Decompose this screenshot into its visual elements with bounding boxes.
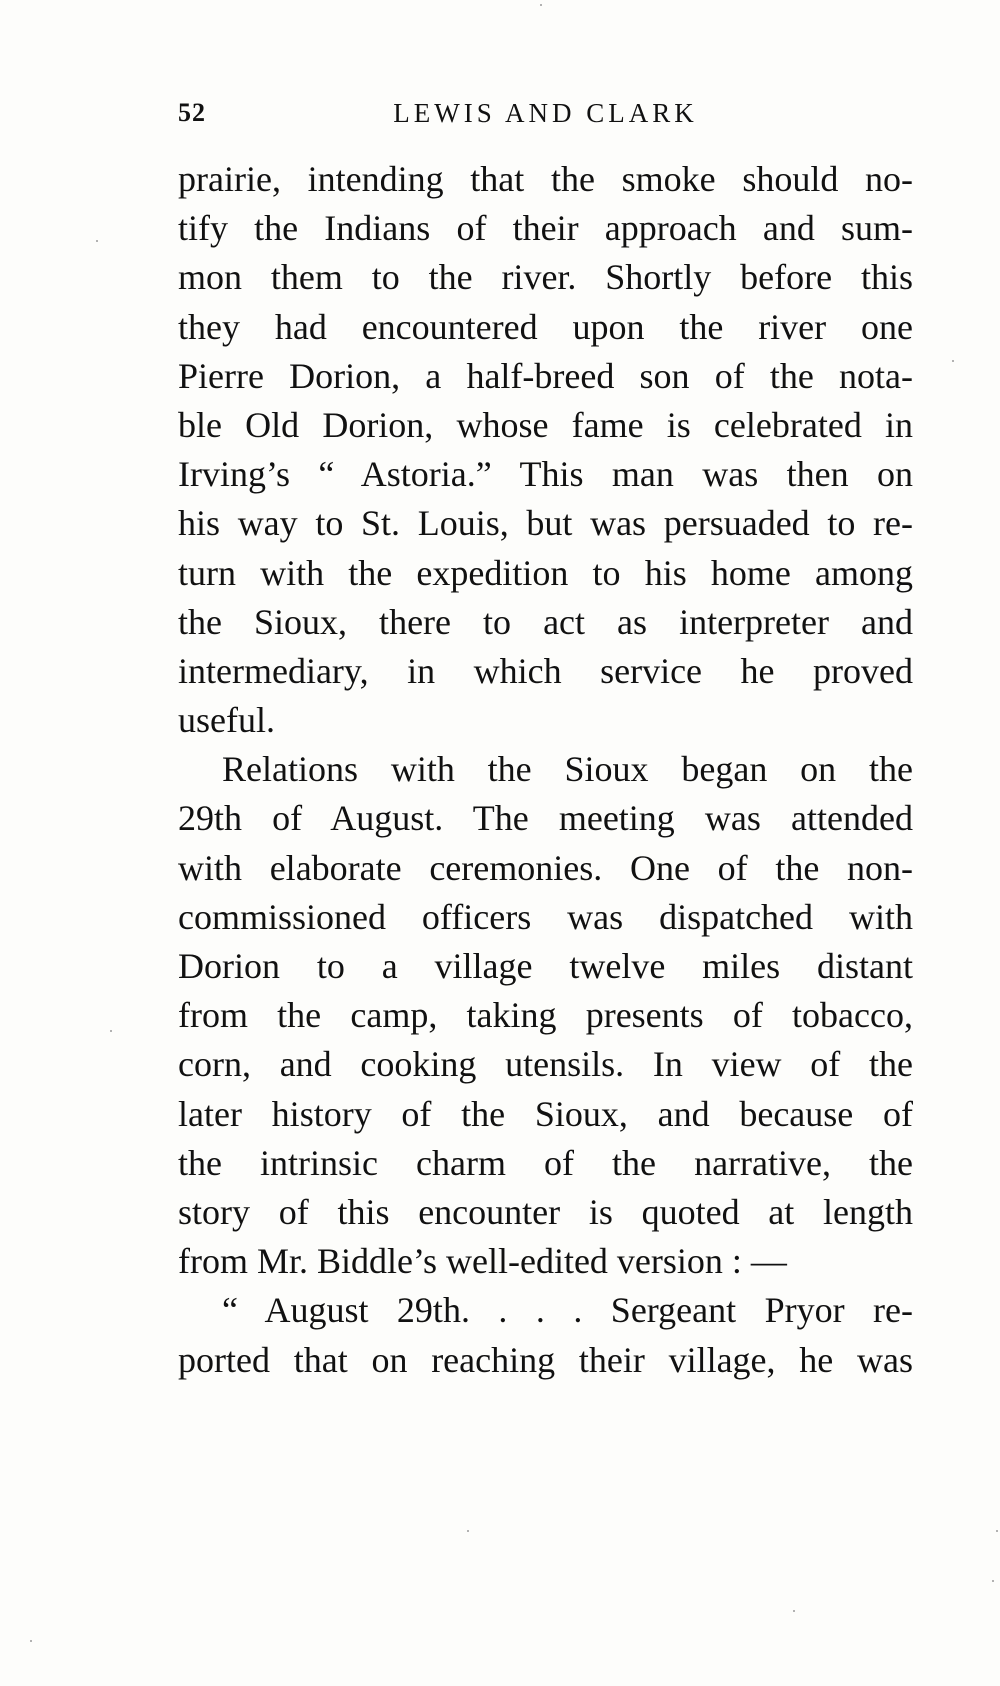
body-text bbox=[178, 155, 913, 1385]
text-line: turn with the expedition to his home among bbox=[178, 552, 913, 593]
text-line: Irving’s “ Astoria.” This man was then on bbox=[178, 454, 913, 495]
scan-speck bbox=[467, 1530, 469, 1532]
text-line: mon them to the river. Shortly before this bbox=[178, 257, 913, 298]
text-line: intermediary, in which service he proved bbox=[178, 650, 913, 691]
paragraph-1 bbox=[178, 155, 913, 745]
page-header bbox=[178, 98, 913, 138]
text-line: from the camp, taking presents of tobacco, bbox=[178, 995, 913, 1036]
scan-speck bbox=[540, 4, 542, 6]
scan-speck bbox=[110, 1030, 112, 1032]
text-line: corn, and cooking utensils. In view of the bbox=[178, 1044, 913, 1085]
scan-speck bbox=[996, 1530, 998, 1532]
text-line: “ August 29th. . . . Sergeant Pryor re- bbox=[222, 1290, 913, 1331]
text-line: ported that on reaching their village, he was bbox=[178, 1339, 913, 1380]
text-line: Dorion to a village twelve miles distant bbox=[178, 946, 913, 986]
text-line: Pierre Dorion, a half-breed son of the nota- bbox=[178, 355, 913, 396]
text-line: tify the Indians of their approach and sum- bbox=[178, 208, 913, 249]
text-line: prairie, intending that the smoke should no- bbox=[178, 159, 913, 199]
scan-speck bbox=[793, 1610, 795, 1612]
text-line: the intrinsic charm of the narrative, the bbox=[178, 1142, 913, 1183]
text-line: ble Old Dorion, whose fame is celebrated in bbox=[178, 404, 913, 445]
text-line: useful. bbox=[178, 700, 275, 741]
page-number: 52 bbox=[178, 98, 206, 127]
text-line: from Mr. Biddle’s well-edited version : — bbox=[178, 1241, 787, 1282]
text-line: with elaborate ceremonies. One of the non- bbox=[178, 847, 913, 888]
paragraph-2 bbox=[178, 745, 913, 1286]
text-line: 29th of August. The meeting was attended bbox=[178, 798, 913, 839]
text-line: his way to St. Louis, but was persuaded to re- bbox=[178, 503, 913, 544]
text-line: commissioned officers was dispatched with bbox=[178, 896, 913, 937]
text-line: story of this encounter is quoted at length bbox=[178, 1191, 913, 1232]
text-line: the Sioux, there to act as interpreter and bbox=[178, 601, 913, 642]
text-line: they had encountered upon the river one bbox=[178, 306, 913, 347]
text-line: Relations with the Sioux began on the bbox=[222, 749, 913, 790]
scan-speck bbox=[952, 360, 954, 362]
paragraph-3 bbox=[178, 1286, 913, 1384]
running-title: LEWIS AND CLARK bbox=[393, 98, 698, 128]
scan-speck bbox=[992, 1580, 994, 1582]
scan-speck bbox=[96, 240, 98, 242]
text-line: later history of the Sioux, and because of bbox=[178, 1093, 913, 1134]
scan-speck bbox=[30, 1640, 32, 1642]
